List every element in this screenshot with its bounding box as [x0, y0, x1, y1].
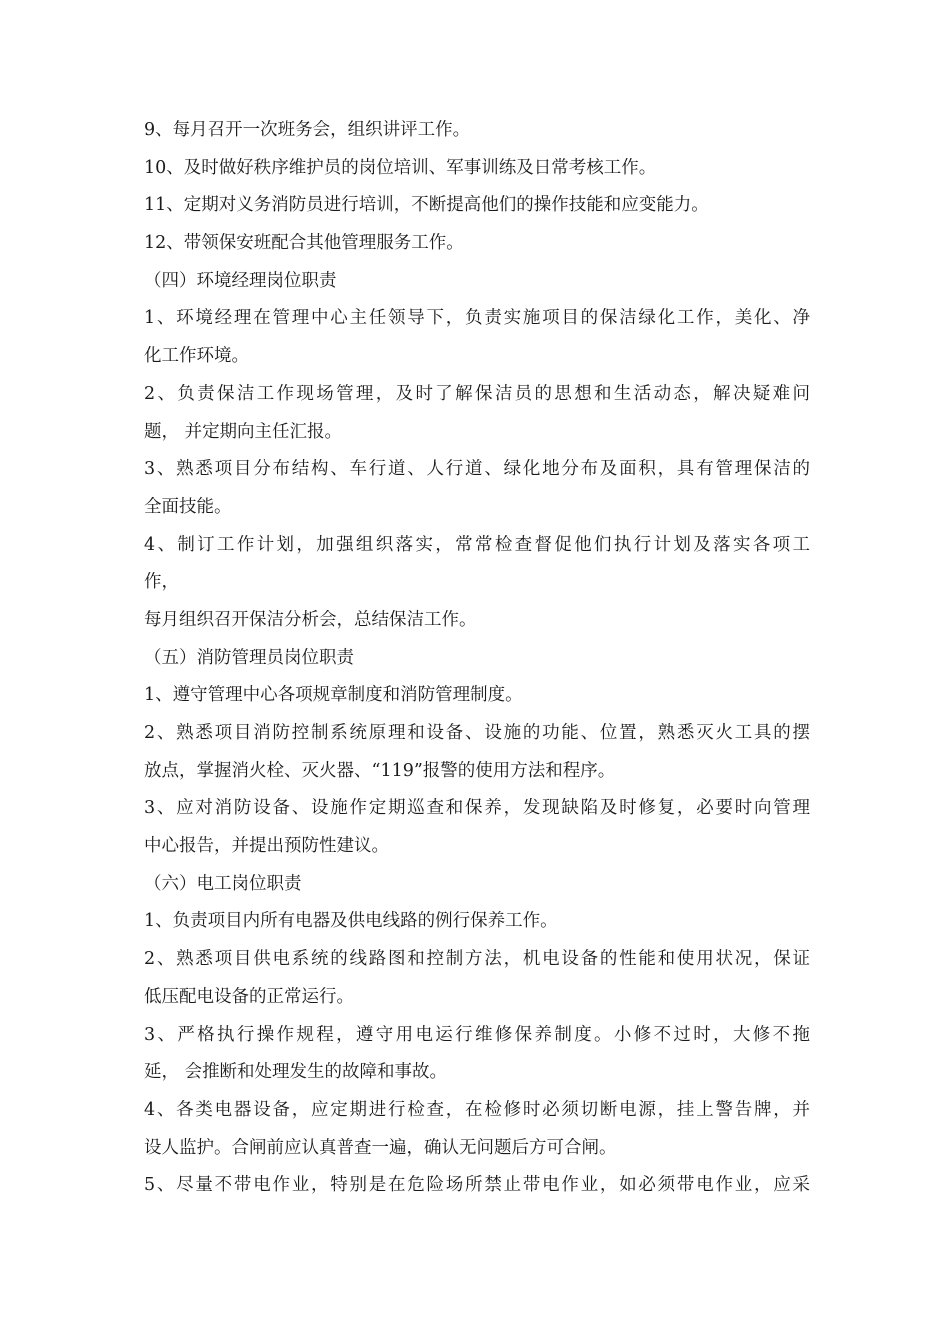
text-line: 中心报告，并提出预防性建议。: [144, 836, 389, 857]
text-line: （四）环境经理岗位职责: [144, 270, 337, 291]
text-line: 9、每月召开一次班务会，组织讲评工作。: [144, 120, 471, 140]
text-line: 3、应对消防设备、设施作定期巡查和保养，发现缺陷及时修复，必要时向管理: [144, 798, 810, 819]
text-line: 4、制订工作计划，加强组织落实，常常检查督促他们执行计划及落实各项工: [144, 534, 810, 555]
text-line: 1、遵守管理中心各项规章制度和消防管理制度。: [144, 685, 523, 706]
text-line: 12、带领保安班配合其他管理服务工作。: [144, 233, 464, 254]
text-line: 全面技能。: [144, 496, 232, 517]
text-line: 2、熟悉项目供电系统的线路图和控制方法，机电设备的性能和使用状况，保证: [144, 949, 810, 970]
text-line: 1、环境经理在管理中心主任领导下，负责实施项目的保洁绿化工作，美化、净: [144, 308, 810, 329]
text-line: （五）消防管理员岗位职责: [144, 647, 354, 668]
text-line: 11、定期对义务消防员进行培训，不断提高他们的操作技能和应变能力。: [144, 195, 709, 216]
text-line: 3、熟悉项目分布结构、车行道、人行道、绿化地分布及面积，具有管理保洁的: [144, 459, 810, 480]
text-line: 10、及时做好秩序维护员的岗位培训、军事训练及日常考核工作。: [144, 157, 657, 178]
text-line: 低压配电设备的正常运行。: [144, 986, 354, 1007]
text-line: （六）电工岗位职责: [144, 873, 302, 894]
text-line: 题， 并定期向主任汇报。: [144, 421, 343, 442]
text-line: 4、各类电器设备，应定期进行检查，在检修时必须切断电源，挂上警告牌，并: [144, 1099, 810, 1120]
text-line: 设人监护。合闸前应认真普查一遍，确认无问题后方可合闸。: [144, 1137, 617, 1158]
text-line: 每月组织召开保洁分析会，总结保洁工作。: [144, 609, 477, 630]
text-line: 延， 会推断和处理发生的故障和事故。: [144, 1062, 448, 1083]
text-line: 2、熟悉项目消防控制系统原理和设备、设施的功能、位置，熟悉灭火工具的摆: [144, 723, 810, 743]
document-page: [144, 112, 810, 1205]
text-line: 5、尽量不带电作业，特别是在危险场所禁止带电作业，如必须带电作业，应采: [144, 1175, 810, 1196]
text-line: 1、负责项目内所有电器及供电线路的例行保养工作。: [144, 911, 558, 932]
text-line: 作，: [144, 572, 179, 593]
text-line: 3、严格执行操作规程，遵守用电运行维修保养制度。小修不过时，大修不拖: [144, 1024, 810, 1045]
text-line: 2、负责保洁工作现场管理，及时了解保洁员的思想和生活动态，解决疑难问: [144, 383, 810, 404]
text-line: 化工作环境。: [144, 346, 249, 367]
text-line: 放点，掌握消火栓、灭火器、“119”报警的使用方法和程序。: [144, 760, 616, 781]
